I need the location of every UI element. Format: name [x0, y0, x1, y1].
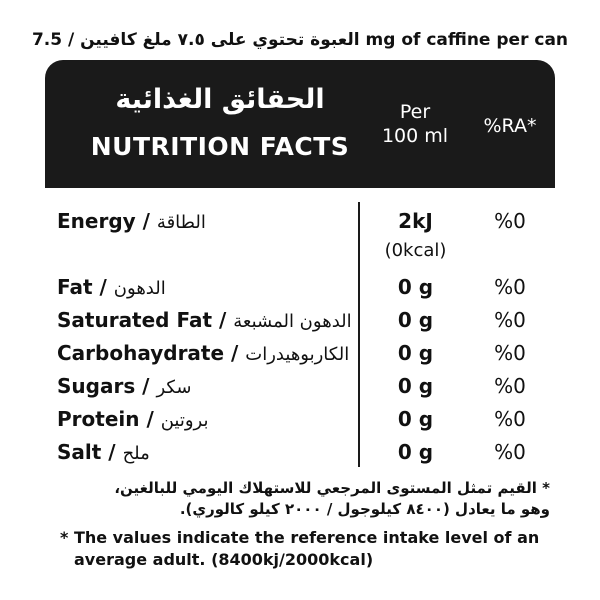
- nutrient-percent: %0: [494, 341, 526, 365]
- nutrient-name-en: Protein /: [57, 407, 154, 431]
- nutrient-row-fat: [45, 272, 555, 302]
- nutrient-percent: %0: [494, 440, 526, 464]
- nutrient-name-en: Salt /: [57, 440, 116, 464]
- nutrient-percent: %0: [494, 407, 526, 431]
- nutrient-amount: 0 g: [397, 440, 434, 464]
- nutrient-name: [57, 371, 355, 403]
- nutrient-percent: %0: [494, 308, 526, 332]
- nutrient-name-en: Energy /: [57, 209, 150, 233]
- footnote-arabic: [90, 478, 550, 520]
- nutrient-amount: 2kJ: [398, 209, 433, 233]
- footnote-arabic-line: وهو ما يعادل (٨٤٠٠ كيلوجول / ٢٠٠٠ كيلو كالوري).: [179, 500, 550, 518]
- caffeine-note: العبوة تحتوي على ٧.٥ ملغ كافيين / 7.5 mg of caffine per can: [31, 30, 569, 50]
- footnote-english-line: * The values indicate the reference intake level of an: [60, 528, 540, 547]
- nutrient-amount: 0 g: [397, 374, 434, 398]
- nutrient-percent: %0: [494, 275, 526, 299]
- nutrient-amount: 0 g: [397, 275, 434, 299]
- nutrient-name-ar: الدهون المشبعة: [233, 311, 352, 332]
- nutrient-percent: %0: [494, 374, 526, 398]
- per-label: Per: [399, 101, 431, 123]
- nutrient-name-ar: بروتين: [160, 410, 209, 431]
- title-arabic: الحقائق الغذائية: [115, 84, 325, 115]
- nutrient-row-saturated-fat: [45, 305, 555, 335]
- nutrient-name: [57, 206, 355, 238]
- nutrition-panel: [45, 60, 555, 467]
- footnote-arabic-line: * القيم تمثل المستوى المرجعي للاستهلاك اليومي للبالغين،: [114, 479, 550, 497]
- nutrient-name: [57, 437, 355, 467]
- nutrient-amount: 0 g: [397, 407, 434, 431]
- nutrient-name: [57, 305, 355, 337]
- nutrient-row-energy: [45, 206, 555, 261]
- nutrient-name: [57, 338, 355, 370]
- nutrient-row-sugars: [45, 371, 555, 401]
- nutrient-name-en: Saturated Fat /: [57, 308, 227, 332]
- per-unit-label: 100 ml: [381, 125, 449, 147]
- nutrient-name-en: Carbohaydrate /: [57, 341, 239, 365]
- nutrition-header: [45, 60, 555, 188]
- ra-header: %RA*: [483, 115, 537, 137]
- title-english: NUTRITION FACTS: [90, 132, 350, 161]
- footnote-english: [60, 527, 540, 571]
- nutrient-amount: 0 g: [397, 341, 434, 365]
- per-100ml-header: [360, 100, 470, 148]
- nutrient-name: [57, 404, 355, 436]
- nutrient-row-salt: [45, 437, 555, 467]
- nutrient-name-ar: الطاقة: [156, 212, 206, 233]
- nutrient-amount: 0 g: [397, 308, 434, 332]
- nutrient-name-ar: ملح: [122, 443, 150, 464]
- footnote-english-line: average adult. (8400kj/2000kcal): [74, 550, 374, 569]
- nutrient-name-en: Sugars /: [57, 374, 150, 398]
- nutrient-name-ar: سكر: [156, 377, 192, 398]
- nutrient-percent: %0: [494, 209, 526, 233]
- nutrient-name-ar: الدهون: [113, 278, 166, 299]
- nutrient-name-en: Fat /: [57, 275, 107, 299]
- nutrient-amount-kcal: (0kcal): [384, 240, 447, 261]
- nutrient-row-protein: [45, 404, 555, 434]
- nutrient-row-carbohydrate: [45, 338, 555, 368]
- nutrient-name-ar: الكاربوهيدرات: [245, 344, 350, 365]
- nutrient-name: [57, 272, 355, 304]
